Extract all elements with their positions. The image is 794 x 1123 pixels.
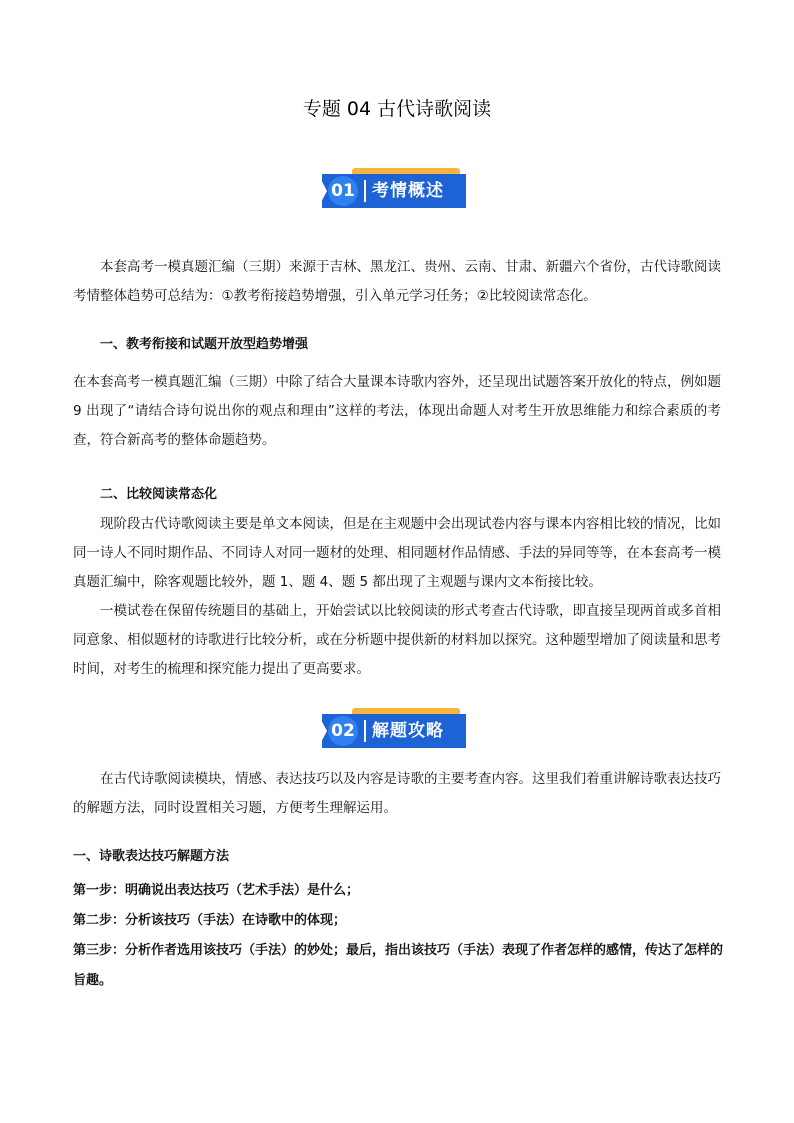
- section-badge-1: [318, 168, 468, 212]
- badge-number: 01: [331, 181, 355, 201]
- section1-heading-2: 二、比较阅读常态化: [100, 487, 218, 502]
- document-title: 专题 04 古代诗歌阅读: [302, 98, 492, 120]
- section1-paragraph-3: 一模试卷在保留传统题目的基础上，开始尝试以比较阅读的形式考查古代诗歌，即直接呈现两首或多首相同意象、相似题材的诗歌进行比较分析，或在分析题中提供新的材料加以探究。这种题型增加了阅读量和思考时间，对考生的梳理和探究能力提出了更高要求。: [73, 603, 721, 677]
- badge-label: 解题攻略: [372, 721, 444, 741]
- section1-paragraph-1: 在本套高考一模真题汇编（三期）中除了结合大量课本诗歌内容外，还呈现出试题答案开放化的特点，例如题 9 出现了“请结合诗句说出你的观点和理由”这样的考法，体现出命题人对考生开放思维能力和综合素质的考查，符合新高考的整体命题趋势。: [73, 374, 721, 448]
- step-2: 第二步：分析该技巧（手法）在诗歌中的体现；: [73, 913, 347, 928]
- step-1: 第一步：明确说出表达技巧（艺术手法）是什么；: [73, 883, 360, 898]
- badge-divider: [364, 180, 366, 202]
- step-3: 第三步：分析作者选用该技巧（手法）的妙处；最后，指出该技巧（手法）表现了作者怎样的感情，传达了怎样的旨趣。: [73, 943, 724, 988]
- section1-paragraph-2: 现阶段古代诗歌阅读主要是单文本阅读，但是在主观题中会出现试卷内容与课本内容相比较的情况，比如同一诗人不同时期作品、不同诗人对同一题材的处理、相同题材作品情感、手法的异同等等，在本套高考一模真题汇编中，除客观题比较外，题 1、题 4、题 5 都出现了主观题与课内文本衔接比较。: [73, 516, 721, 590]
- badge-divider: [364, 720, 366, 742]
- badge-label: 考情概述: [372, 181, 444, 201]
- section2-intro: 在古代诗歌阅读模块，情感、表达技巧以及内容是诗歌的主要考查内容。这里我们着重讲解诗歌表达技巧的解题方法，同时设置相关习题，方便考生理解运用。: [73, 771, 721, 816]
- badge-number: 02: [331, 721, 355, 741]
- section2-heading-1: 一、诗歌表达技巧解题方法: [73, 849, 230, 864]
- section-badge-2: [318, 708, 468, 752]
- section1-intro: 本套高考一模真题汇编（三期）来源于吉林、黑龙江、贵州、云南、甘肃、新疆六个省份，古代诗歌阅读考情整体趋势可总结为：①教考衔接趋势增强，引入单元学习任务；②比较阅读常态化。: [73, 259, 721, 304]
- section1-heading-1: 一、教考衔接和试题开放型趋势增强: [100, 337, 309, 352]
